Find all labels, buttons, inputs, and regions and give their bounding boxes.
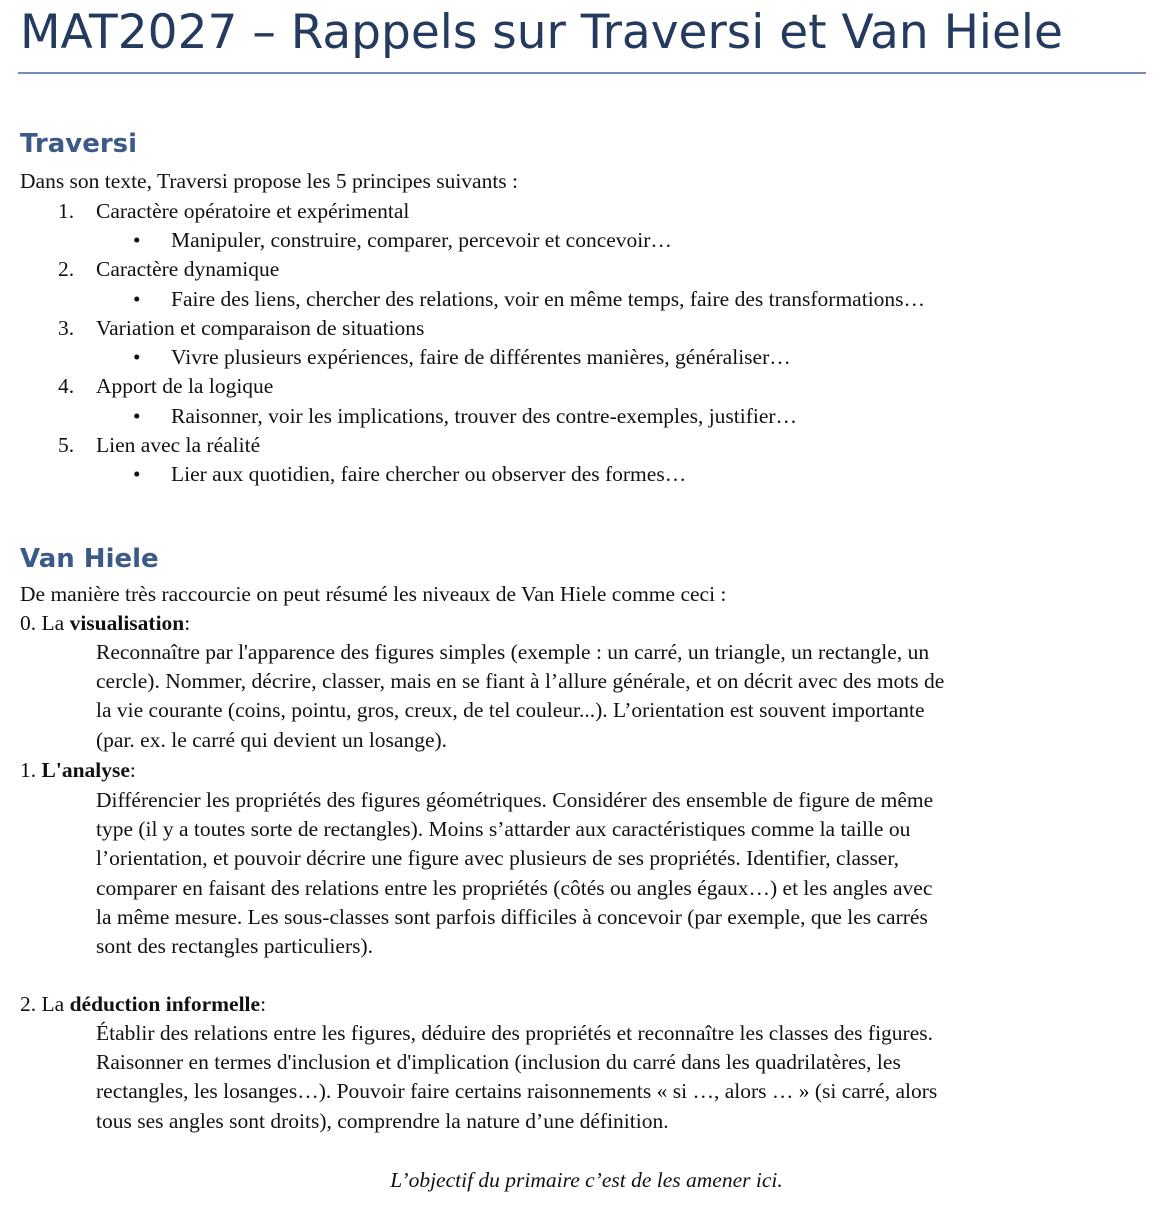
title-underline-divider (18, 72, 1146, 74)
description-line: comparer en faisant des relations entre les propriétés (côtés ou angles égaux…) et les angles avec (96, 875, 933, 900)
principle-detail: Lier aux quotidien, faire chercher ou observer des formes… (171, 462, 687, 486)
level-suffix: : (260, 992, 267, 1016)
level-heading-analyse (20, 756, 136, 785)
description-line: la même mesure. Les sous-classes sont parfois difficiles à concevoir (par exemple, que les carrés (96, 904, 928, 929)
level-prefix: 1. (20, 758, 42, 782)
description-line: sont des rectangles particuliers). (96, 934, 374, 959)
description-line: Reconnaître par l'apparence des figures simples (exemple : un carré, un triangle, un rectangle, un (96, 640, 930, 664)
principle-number: 2. (58, 257, 75, 281)
principle-number: 1. (58, 199, 75, 223)
level-prefix: 2. La (20, 992, 70, 1016)
level-suffix: : (184, 611, 191, 635)
description-line: la vie courante (coins, pointu, gros, creux, de tel couleur...). L’orientation est souvent importante (96, 698, 925, 723)
level-heading-visualisation (20, 609, 190, 638)
principle-number: 5. (58, 433, 75, 457)
level-name: L'analyse (41, 758, 130, 782)
bullet-icon: • (133, 404, 141, 428)
document-title: MAT2027 – Rappels sur Traversi et Van Hiele (20, 5, 1063, 60)
principle-detail: Manipuler, construire, comparer, percevoir et concevoir… (171, 228, 672, 252)
level-suffix: : (129, 758, 136, 782)
level-name: déduction informelle (69, 992, 261, 1016)
description-line: (par. ex. le carré qui devient un losange). (96, 727, 448, 752)
principle-detail: Vivre plusieurs expériences, faire de différentes manières, généraliser… (171, 345, 791, 369)
traversi-intro: Dans son texte, Traversi propose les 5 principes suivants : (20, 169, 519, 193)
principle-number: 3. (58, 316, 75, 340)
traversi-heading: Traversi (20, 129, 138, 159)
principle-label: Apport de la logique (96, 374, 274, 398)
level-description-visualisation (96, 638, 944, 755)
description-line: Différencier les propriétés des figures géométriques. Considérer des ensemble de figure de même (96, 788, 934, 812)
bullet-icon: • (133, 287, 141, 311)
description-line: cercle). Nommer, décrire, classer, mais en se fiant à l’allure générale, et on décrit avec des mots de (96, 669, 945, 694)
van-hiele-intro: De manière très raccourcie on peut résumé les niveaux de Van Hiele comme ceci : (20, 582, 727, 606)
description-line: rectangles, les losanges…). Pouvoir faire certains raisonnements « si …, alors … » (si carré, alors (96, 1079, 938, 1104)
principle-label: Caractère opératoire et expérimental (96, 199, 410, 223)
description-line: l’orientation, et pouvoir décrire une figure avec plusieurs de ses propriétés. Identifier, classer, (96, 846, 900, 871)
description-line: Établir des relations entre les figures, déduire des propriétés et reconnaître les classes des figures. (96, 1021, 933, 1045)
level-prefix: 0. La (20, 611, 70, 635)
principle-number: 4. (58, 374, 75, 398)
principle-label: Variation et comparaison de situations (96, 316, 425, 340)
principle-label: Lien avec la réalité (96, 433, 261, 457)
bullet-icon: • (133, 462, 141, 486)
bullet-icon: • (133, 228, 141, 252)
level-description-deduction-informelle (96, 1019, 937, 1136)
bullet-icon: • (133, 345, 141, 369)
description-line: Raisonner en termes d'inclusion et d'implication (inclusion du carré dans les quadrilatères, les (96, 1050, 901, 1075)
level-heading-deduction-informelle (20, 990, 266, 1019)
level-description-analyse (96, 786, 933, 961)
principle-detail: Raisonner, voir les implications, trouver des contre-exemples, justifier… (171, 404, 798, 428)
van-hiele-heading: Van Hiele (20, 544, 159, 574)
description-line: tous ses angles sont droits), comprendre la nature d’une définition. (96, 1108, 669, 1133)
level-name: visualisation (69, 611, 185, 635)
principle-label: Caractère dynamique (96, 257, 280, 281)
closing-remark: L’objectif du primaire c’est de les amener ici. (390, 1168, 783, 1192)
description-line: type (il y a toutes sorte de rectangles). Moins s’attarder aux caractéristiques comme la taille ou (96, 817, 911, 842)
principle-detail: Faire des liens, chercher des relations, voir en même temps, faire des transformations… (171, 287, 926, 311)
